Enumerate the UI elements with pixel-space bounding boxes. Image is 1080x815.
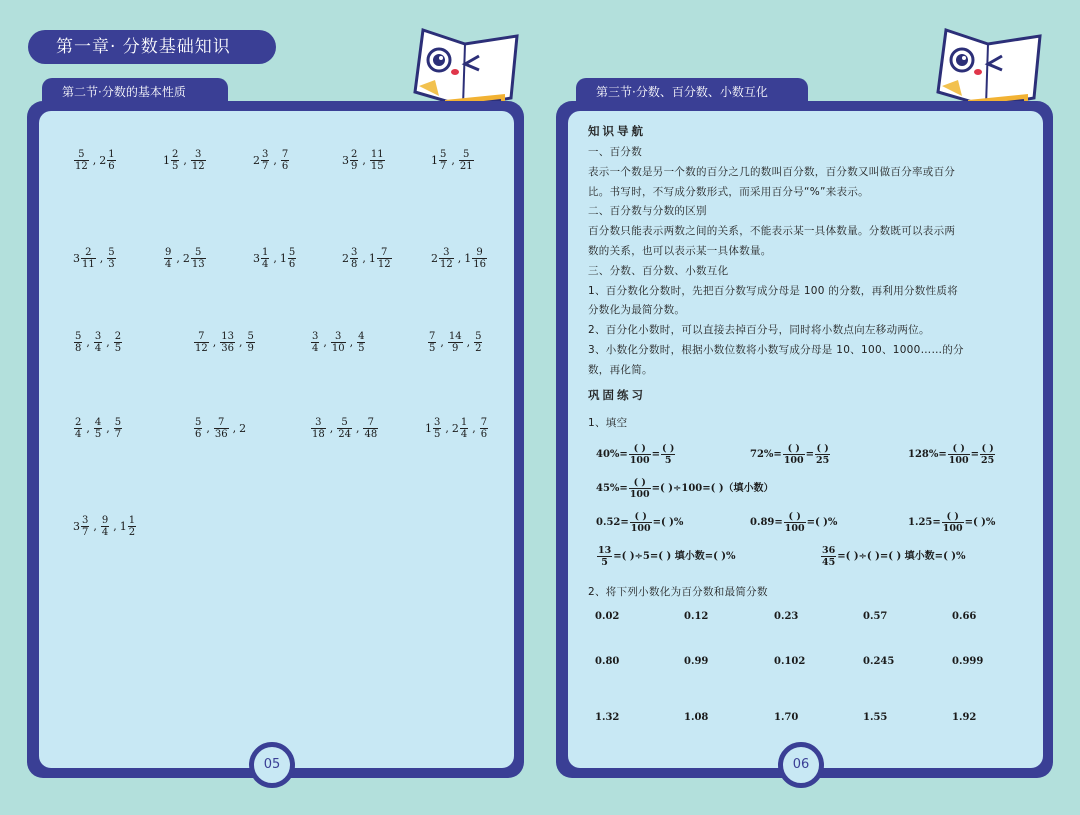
decimal-value: 0.66 [952,611,977,622]
fraction-triple: $\frac{3}{18}$ , $\frac{5}{24}$ , $\frac{7}{48}$ [312,417,378,440]
fraction-pair: 3 $\frac{2}{9}$ , $\frac{11}{15}$ [342,149,384,172]
fraction-pair: 1 $\frac{2}{5}$ , $\frac{3}{12}$ [163,149,205,172]
right-page [556,101,1053,778]
k3-2: 2、百分化小数时，可以直接去掉百分号，同时将小数点向左移动两位。 [588,324,930,336]
decimal-value: 0.245 [863,656,895,667]
decimal-value: 0.23 [774,611,799,622]
fraction-triple: $\frac{5}{8}$ , $\frac{3}{4}$ , $\frac{2}{5}$ [75,331,122,354]
fraction-pair: 3 $\frac{2}{11}$ , $\frac{5}{3}$ [73,247,115,270]
left-page [27,101,524,778]
fraction-pair: 2 $\frac{3}{12}$ , 1 $\frac{9}{16}$ [431,247,486,270]
q1-eq-72: 72%= $\frac{( )}{100}$ = $\frac{( )}{25}$ [750,443,830,466]
k1-text-b: 比。书写时，不写成分数形式，而采用百分号“%”来表示。 [588,186,869,198]
right-page-content [568,111,1043,768]
q1-eq-089: 0.89= $\frac{( )}{100}$ =( )% [750,511,838,534]
decimal-value: 1.70 [774,712,799,723]
q1-eq-052: 0.52= $\frac{( )}{100}$ =( )% [596,511,684,534]
decimal-value: 0.57 [863,611,888,622]
q1-eq-45: 45%= $\frac{( )}{100}$ =( )÷100=( )（填小数） [596,477,774,500]
k3-3b: 数，再化简。 [588,364,653,376]
decimal-value: 0.99 [684,656,709,667]
fraction-pair: 2 $\frac{3}{8}$ , 1 $\frac{7}{12}$ [342,247,391,270]
decimal-value: 0.80 [595,656,620,667]
k2-title: 二、百分数与分数的区别 [588,205,707,217]
decimal-value: 1.92 [952,712,977,723]
fraction-triple: $\frac{5}{6}$ , $\frac{7}{36}$ , 2 [195,417,247,440]
fraction-pair: 2 $\frac{3}{7}$ , $\frac{7}{6}$ [253,149,289,172]
k2-text-b: 数的关系，也可以表示某一具体数量。 [588,245,772,257]
k1-title: 一、百分数 [588,146,642,158]
decimal-value: 1.55 [863,712,888,723]
fraction-triple: $\frac{7}{12}$ , $\frac{13}{36}$ , $\frac{5}{9}$ [195,331,254,354]
section-title-left: 第二节·分数的基本性质 [42,78,228,106]
k2-text-a: 百分数只能表示两数之间的关系，不能表示某一具体数量。分数既可以表示两 [588,225,956,237]
page-number-left: 05 [249,742,295,788]
fraction-triple: 1 $\frac{3}{5}$ , 2 $\frac{1}{4}$ , $\frac{7}{6}$ [425,417,488,440]
fraction-triple: $\frac{7}{5}$ , $\frac{14}{9}$ , $\frac{5}{2}$ [429,331,482,354]
q1-eq-128: 128%= $\frac{( )}{100}$ = $\frac{( )}{25}$ [908,443,995,466]
decimal-value: 0.999 [952,656,984,667]
page-number-right: 06 [778,742,824,788]
fraction-pair: $\frac{9}{4}$ , 2 $\frac{5}{13}$ [165,247,205,270]
decimal-value: 0.12 [684,611,709,622]
k3-title: 三、分数、百分数、小数互化 [588,265,729,277]
q1-eq-40: 40%= $\frac{( )}{100}$ = $\frac{( )}{5}$ [596,443,675,466]
knowledge-heading: 知识导航 [588,124,646,138]
section-title-right: 第三节·分数、百分数、小数互化 [576,78,808,106]
k3-1b: 分数化为最简分数。 [588,304,686,316]
left-page-content [39,111,514,768]
fraction-pair: 1 $\frac{5}{7}$ , $\frac{5}{21}$ [431,149,473,172]
q2-title: 2、将下列小数化为百分数和最简分数 [588,586,768,598]
fraction-pair: $\frac{5}{12}$ , 2 $\frac{1}{6}$ [75,149,115,172]
fraction-pair: 3 $\frac{1}{4}$ , 1 $\frac{5}{6}$ [253,247,296,270]
k3-1a: 1、百分数化分数时，先把百分数写成分母是 100 的分数，再利用分数性质将 [588,285,958,297]
k1-text-a: 表示一个数是另一个数的百分之几的数叫百分数，百分数又叫做百分率或百分 [588,166,956,178]
q1-title: 1、填空 [588,417,628,429]
fraction-triple: 3 $\frac{3}{7}$ , $\frac{9}{4}$ , 1 $\frac{1}{2}$ [73,515,136,538]
k3-3a: 3、小数化分数时，根据小数位数将小数写成分母是 10、100、1000……的分 [588,344,964,356]
decimal-value: 0.02 [595,611,620,622]
decimal-value: 0.102 [774,656,806,667]
fraction-triple: $\frac{2}{4}$ , $\frac{4}{5}$ , $\frac{5}{7}$ [75,417,122,440]
q1-eq-36-45: $\frac{36}{45}$ =( )÷( )=( ) 填小数=( )% [822,545,966,568]
q1-eq-13-5: $\frac{13}{5}$ =( )÷5=( ) 填小数=( )% [598,545,736,568]
decimal-value: 1.08 [684,712,709,723]
fraction-triple: $\frac{3}{4}$ , $\frac{3}{10}$ , $\frac{4}{5}$ [312,331,365,354]
q1-eq-125: 1.25= $\frac{( )}{100}$ =( )% [908,511,996,534]
practice-heading: 巩固练习 [588,388,646,402]
decimal-value: 1.32 [595,712,620,723]
chapter-title: 第一章· 分数基础知识 [28,30,276,64]
